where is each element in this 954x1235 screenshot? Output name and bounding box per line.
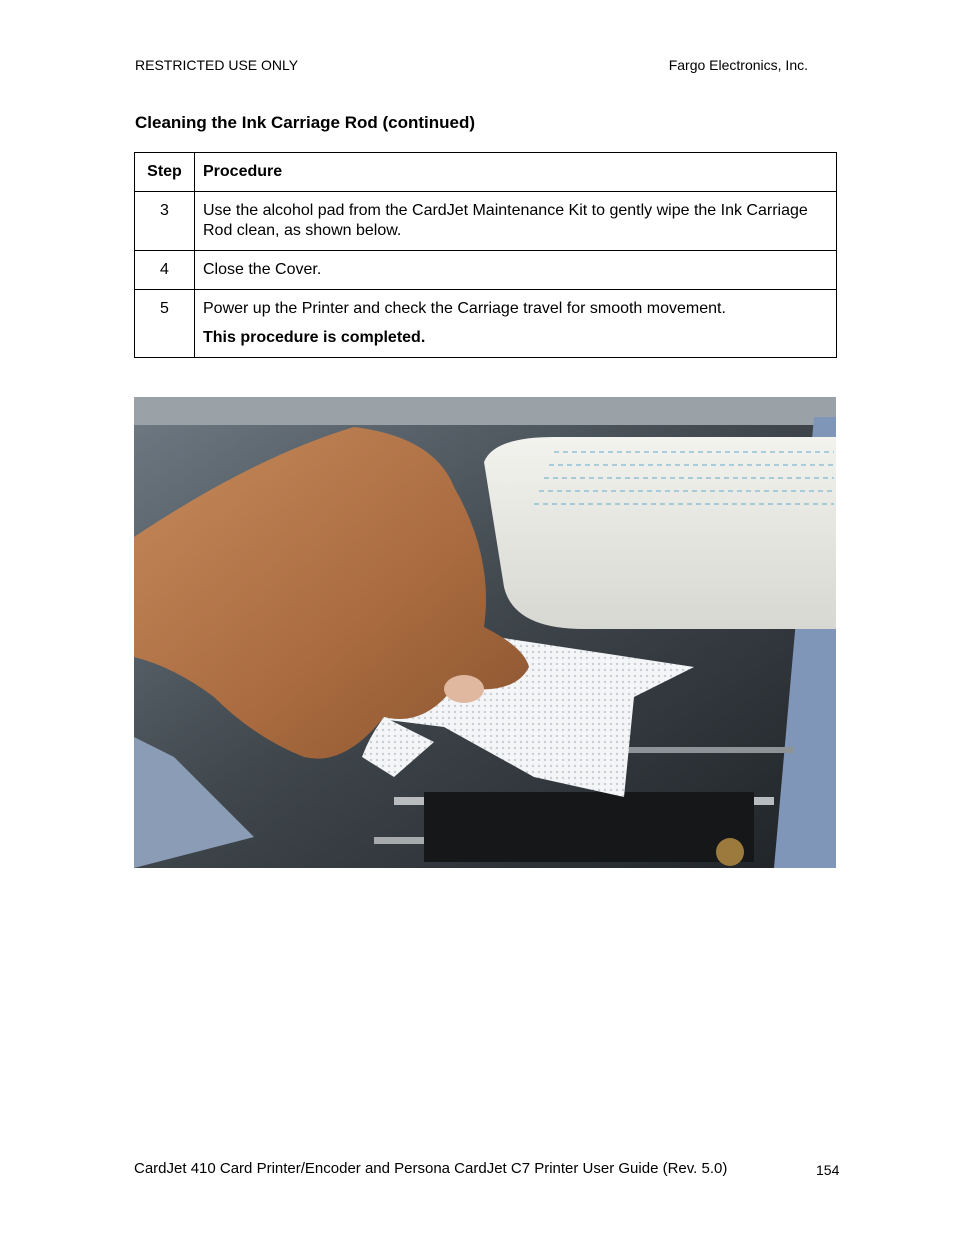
completion-note: This procedure is completed.: [203, 329, 426, 346]
table-row: [135, 290, 837, 358]
procedure-text: Power up the Printer and check the Carriage travel for smooth movement.: [203, 300, 726, 317]
step-number: 4: [135, 251, 195, 290]
procedure-text: Use the alcohol pad from the CardJet Maintenance Kit to gently wipe the Ink Carriage Rod clean, as shown below.: [195, 192, 837, 251]
table-header-row: [135, 153, 837, 192]
table-row: [135, 251, 837, 290]
step-column-header: Step: [135, 153, 195, 192]
procedure-column-header: Procedure: [195, 153, 837, 192]
section-title: Cleaning the Ink Carriage Rod (continued): [135, 113, 476, 132]
cleaning-photo: [134, 397, 836, 868]
footer-document-title: CardJet 410 Card Printer/Encoder and Persona CardJet C7 Printer User Guide (Rev. 5.0): [134, 1160, 728, 1177]
procedure-text: Close the Cover.: [195, 251, 837, 290]
header-restricted: RESTRICTED USE ONLY: [135, 57, 299, 73]
step-number: 5: [135, 290, 195, 358]
header-company: Fargo Electronics, Inc.: [668, 57, 808, 73]
page-number: 154: [816, 1162, 840, 1178]
procedure-table: [134, 152, 837, 358]
step-number: 3: [135, 192, 195, 251]
procedure-cell: [195, 290, 837, 358]
table-row: [135, 192, 837, 251]
